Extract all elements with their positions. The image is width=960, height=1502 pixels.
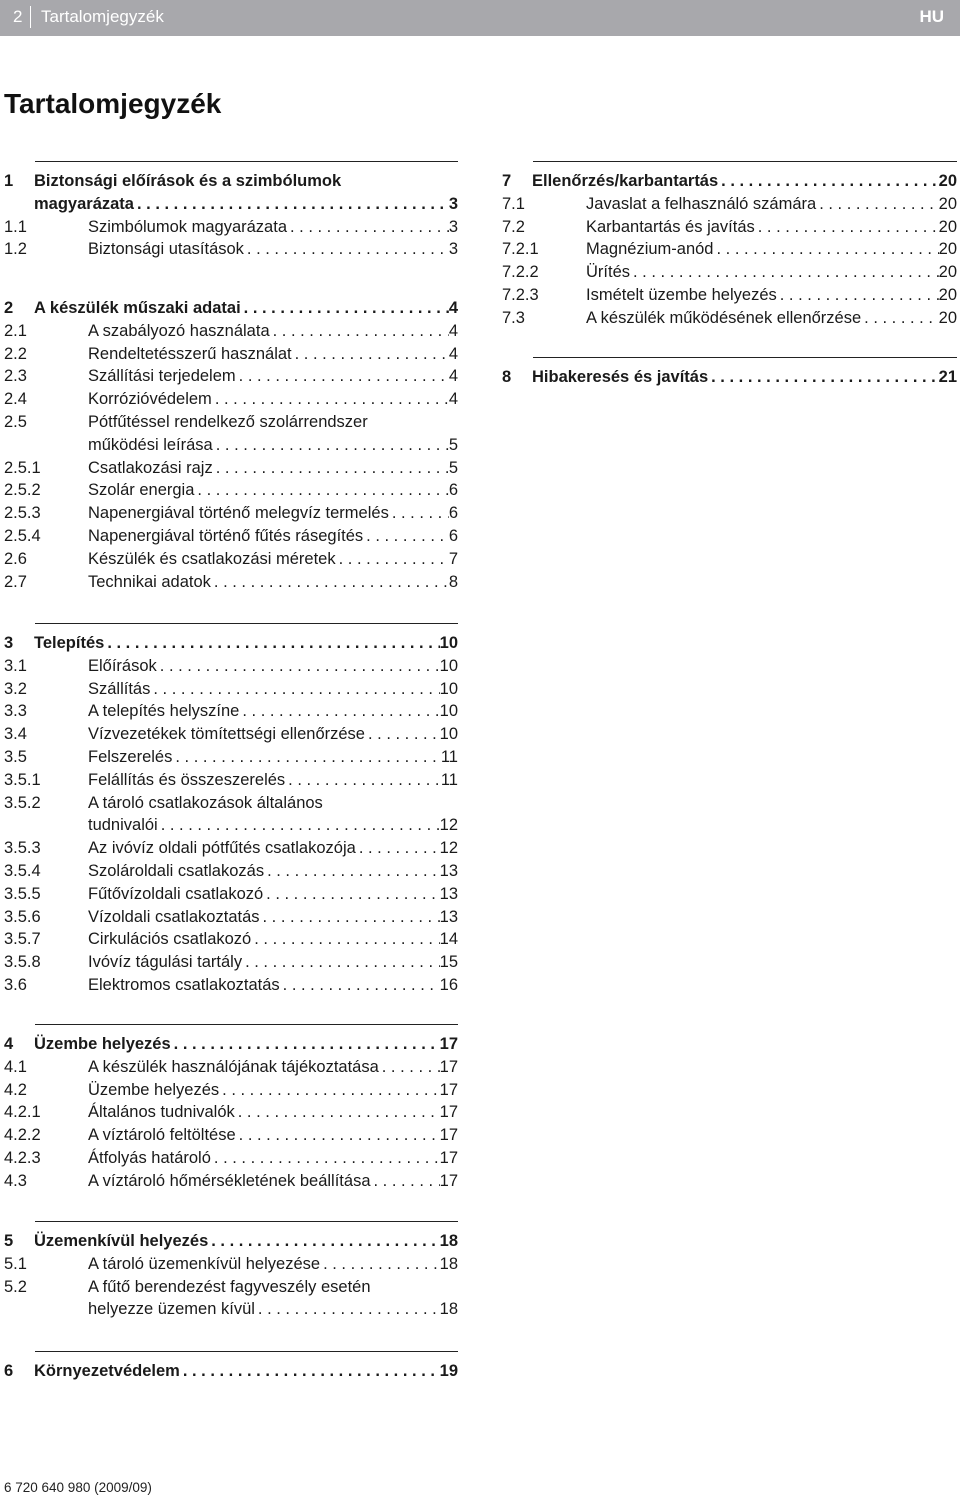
section-rule (533, 161, 957, 162)
toc-entry[interactable] (4, 343, 458, 366)
dot-leader (211, 1147, 440, 1170)
dot-leader (242, 951, 440, 974)
toc-page-number: 20 (938, 285, 957, 304)
toc-entry-title: Vízoldali csatlakoztatás (88, 907, 260, 926)
toc-entry-title: helyezze üzemen kívül (88, 1300, 255, 1319)
toc-entry[interactable] (4, 1170, 458, 1193)
toc-page-number: 17 (439, 1035, 458, 1053)
dot-leader (389, 502, 449, 525)
toc-chapter-entry[interactable] (502, 366, 957, 389)
dot-leader (213, 434, 449, 457)
toc-entry-number: 2.5.2 (4, 481, 41, 500)
toc-entry-title: A készülék működésének ellenőrzése (586, 308, 862, 327)
toc-entry-number: 4.2.2 (4, 1126, 41, 1145)
dot-leader (816, 193, 938, 216)
toc-entry[interactable] (4, 1056, 458, 1079)
toc-page-number: 4 (448, 321, 458, 340)
toc-page-number: 16 (439, 975, 458, 994)
toc-entry-number: 2.5 (4, 412, 27, 431)
toc-page-number: 4 (448, 344, 458, 363)
toc-entry[interactable] (4, 320, 458, 343)
toc-chapter-entry[interactable] (4, 1360, 458, 1383)
toc-page-number: 4 (448, 367, 458, 386)
toc-entry-title: Fűtővízoldali csatlakozó (88, 884, 264, 903)
toc-entry-title: Rendeltetésszerű használat (88, 344, 292, 363)
toc-section-8 (502, 357, 957, 389)
toc-entry-title: Napenergiával történő fűtés rásegítés (88, 526, 364, 545)
toc-entry-number: 8 (502, 368, 512, 386)
toc-entry-number: 5.2 (4, 1277, 27, 1296)
toc-page-number: 4 (448, 299, 458, 317)
toc-entry-number: 7 (502, 172, 512, 190)
toc-page-number: 12 (439, 839, 458, 858)
toc-page-number: 3 (448, 217, 458, 236)
toc-page-number: 19 (439, 1362, 458, 1380)
toc-entry-title: A telepítés helyszíne (88, 702, 240, 721)
dot-leader (356, 837, 440, 860)
header-section-title: Tartalomjegyzék (41, 7, 164, 26)
dot-leader (239, 700, 439, 723)
toc-entry-title: működési leírása (88, 435, 213, 454)
toc-page-number: 18 (439, 1300, 458, 1319)
toc-entry[interactable] (4, 883, 458, 906)
toc-page-number: 5 (448, 458, 458, 477)
toc-page-number: 12 (439, 816, 458, 835)
dot-leader (255, 1298, 440, 1321)
toc-entry-number: 7.2 (502, 217, 525, 236)
toc-page-number: 15 (439, 953, 458, 972)
dot-leader (157, 655, 440, 678)
toc-entry-title: A tároló üzemenkívül helyezése (88, 1254, 321, 1273)
toc-section-1 (4, 161, 458, 261)
toc-entry-title: Általános tudnivalók (88, 1103, 235, 1122)
toc-entry-number: 4.2.3 (4, 1148, 41, 1167)
toc-entry-title: Biztonsági utasítások (88, 240, 244, 259)
toc-entry-number: 1.2 (4, 240, 27, 259)
toc-entry-title: Magnézium-anód (586, 240, 714, 259)
dot-leader (194, 479, 448, 502)
toc-entry-title: Üzembe helyezés (88, 1080, 220, 1099)
toc-section-4 (4, 1024, 458, 1193)
toc-entry-title: Pótfűtéssel rendelkező szolárrendszer (88, 412, 368, 431)
toc-entry-number: 2.4 (4, 390, 27, 409)
toc-entry-number: 5.1 (4, 1254, 27, 1273)
toc-entry[interactable] (502, 261, 957, 284)
toc-entry-title: Ismételt üzembe helyezés (586, 285, 777, 304)
toc-entry[interactable] (502, 216, 957, 239)
dot-leader (251, 928, 439, 951)
toc-page-number: 14 (439, 930, 458, 949)
toc-entry[interactable] (4, 974, 458, 997)
toc-entry-title: Telepítés (34, 634, 105, 652)
toc-page-number: 18 (439, 1232, 458, 1250)
toc-page-number: 13 (439, 884, 458, 903)
toc-entry[interactable] (4, 1253, 458, 1276)
toc-entry-title: Javaslat a felhasználó számára (586, 194, 817, 213)
toc-entry-number: 2.1 (4, 321, 27, 340)
toc-chapter-entry[interactable] (4, 170, 458, 216)
toc-page-number: 4 (448, 390, 458, 409)
page-number: 2 (13, 7, 23, 26)
toc-entry-title: Üzemenkívül helyezés (34, 1232, 209, 1250)
toc-page-number: 21 (938, 368, 957, 386)
toc-entry[interactable] (4, 1079, 458, 1102)
section-rule (35, 161, 458, 162)
toc-chapter-entry[interactable] (502, 170, 957, 193)
dot-leader (263, 883, 439, 906)
toc-page-number: 3 (448, 240, 458, 259)
toc-entry-title: Környezetvédelem (34, 1362, 180, 1380)
toc-entry[interactable] (4, 678, 458, 701)
toc-entry-title: Ivóvíz tágulási tartály (88, 953, 243, 972)
toc-entry-title: Átfolyás határoló (88, 1148, 211, 1167)
toc-page-number: 10 (439, 634, 458, 652)
dot-leader (714, 238, 939, 261)
toc-entry-number: 1.1 (4, 217, 27, 236)
toc-page-number: 18 (439, 1254, 458, 1273)
toc-entry-number: 5 (4, 1232, 14, 1250)
toc-entry-number: 1 (4, 172, 14, 190)
toc-entry-title: Szállítás (88, 679, 151, 698)
toc-entry[interactable] (4, 365, 458, 388)
dot-leader (379, 1056, 440, 1079)
toc-entry-number: 6 (4, 1362, 14, 1380)
toc-page-number: 20 (938, 240, 957, 259)
toc-entry[interactable] (502, 193, 957, 216)
toc-entry[interactable] (4, 216, 458, 239)
toc-page-number: 11 (440, 747, 458, 766)
toc-entry[interactable] (4, 548, 458, 571)
dot-leader (208, 1230, 439, 1253)
toc-page-number: 17 (439, 1148, 458, 1167)
dot-leader (236, 1124, 440, 1147)
language-code: HU (919, 7, 944, 26)
toc-entry-number: 3.5.6 (4, 907, 41, 926)
dot-leader (134, 193, 449, 216)
toc-entry[interactable] (4, 571, 458, 594)
section-rule (35, 1351, 458, 1352)
toc-entry[interactable] (4, 1124, 458, 1147)
toc-entry-number: 7.2.3 (502, 285, 539, 304)
toc-entry-title: Felállítás és összeszerelés (88, 770, 286, 789)
dot-leader (264, 860, 440, 883)
toc-entry-number: 2.5.4 (4, 526, 41, 545)
toc-entry-number: 4.1 (4, 1057, 27, 1076)
toc-entry[interactable] (502, 307, 957, 330)
toc-entry[interactable] (4, 1147, 458, 1170)
toc-section-6 (4, 1351, 458, 1383)
dot-leader (755, 216, 939, 239)
section-rule (35, 1024, 458, 1025)
toc-entry-number: 2.6 (4, 549, 27, 568)
toc-page-number: 7 (448, 549, 458, 568)
toc-page-number: 20 (938, 263, 957, 282)
toc-entry-number: 4.2.1 (4, 1103, 41, 1122)
toc-entry-number: 7.2.1 (502, 240, 539, 259)
toc-entry[interactable] (4, 502, 458, 525)
toc-page-number: 17 (439, 1057, 458, 1076)
toc-entry-number: 7.2.2 (502, 263, 539, 282)
toc-entry[interactable] (4, 837, 458, 860)
toc-entry[interactable] (4, 655, 458, 678)
toc-entry-title: Cirkulációs csatlakozó (88, 930, 252, 949)
dot-leader (235, 1101, 440, 1124)
dot-leader (285, 769, 441, 792)
toc-page-number: 6 (448, 504, 458, 523)
toc-page-number: 17 (439, 1080, 458, 1099)
toc-entry-title: Hibakeresés és javítás (532, 368, 709, 386)
toc-entry-number: 2 (4, 299, 14, 317)
toc-entry[interactable] (4, 700, 458, 723)
toc-entry-number: 7.3 (502, 308, 525, 327)
toc-entry[interactable] (4, 906, 458, 929)
toc-entry-title: A fűtő berendezést fagyveszély esetén (88, 1277, 371, 1296)
toc-entry-title: A készülék használójának tájékoztatása (88, 1057, 379, 1076)
toc-entry-number: 4.3 (4, 1171, 27, 1190)
toc-entry[interactable] (4, 479, 458, 502)
toc-entry-number: 3 (4, 634, 14, 652)
toc-entry[interactable] (4, 525, 458, 548)
toc-entry[interactable] (4, 769, 458, 792)
toc-entry-title: A víztároló feltöltése (88, 1126, 236, 1145)
dot-leader (336, 548, 449, 571)
dot-leader (280, 974, 440, 997)
toc-page-number: 10 (439, 656, 458, 675)
dot-leader (777, 284, 939, 307)
toc-entry[interactable] (4, 723, 458, 746)
toc-entry-title: Felszerelés (88, 747, 173, 766)
page-title: Tartalomjegyzék (4, 88, 222, 119)
toc-entry-title: Vízvezetékek tömítettségi ellenőrzése (88, 725, 365, 744)
toc-chapter-entry[interactable] (4, 1033, 458, 1056)
header-divider (30, 6, 31, 28)
toc-page-number: 17 (439, 1171, 458, 1190)
toc-entry-title: tudnivalói (88, 816, 158, 835)
toc-page-number: 20 (938, 217, 957, 236)
toc-entry-number: 3.5.3 (4, 839, 41, 858)
toc-entry-title: Korrózióvédelem (88, 390, 212, 409)
dot-leader (241, 297, 449, 320)
toc-entry-title: A tároló csatlakozások általános (88, 793, 323, 812)
toc-page-number: 17 (439, 1126, 458, 1145)
toc-entry-title: Szimbólumok magyarázata (88, 217, 287, 236)
section-rule (533, 357, 957, 358)
dot-leader (718, 170, 938, 193)
toc-section-3 (4, 623, 458, 997)
toc-entry[interactable] (4, 238, 458, 261)
toc-page-number: 17 (439, 1103, 458, 1122)
toc-entry-title: Elektromos csatlakoztatás (88, 975, 280, 994)
toc-entry-number: 3.2 (4, 679, 27, 698)
toc-entry-number: 2.2 (4, 344, 27, 363)
toc-entry-number: 3.6 (4, 975, 27, 994)
toc-entry-number: 7.1 (502, 194, 525, 213)
toc-entry-title: A szabályozó használata (88, 321, 270, 340)
dot-leader (260, 906, 440, 929)
document-code: 6 720 640 980 (2009/09) (4, 1480, 152, 1495)
toc-page-number: 20 (938, 194, 957, 213)
toc-page-number: 13 (439, 861, 458, 880)
dot-leader (320, 1253, 440, 1276)
dot-leader (219, 1079, 439, 1102)
toc-page-number: 6 (448, 526, 458, 545)
dot-leader (172, 746, 440, 769)
toc-entry-title: Az ivóvíz oldali pótfűtés csatlakozója (88, 839, 356, 858)
dot-leader (363, 525, 449, 548)
toc-page-number: 11 (440, 770, 458, 789)
toc-page-number: 20 (938, 308, 957, 327)
toc-entry-title: Készülék és csatlakozási méretek (88, 549, 336, 568)
toc-entry-number: 3.5.7 (4, 930, 41, 949)
toc-entry[interactable] (4, 457, 458, 480)
toc-entry-number: 3.5.8 (4, 953, 41, 972)
toc-chapter-entry[interactable] (4, 297, 458, 320)
dot-leader (104, 632, 439, 655)
toc-entry-title: Előírások (88, 656, 157, 675)
toc-page-number: 10 (439, 679, 458, 698)
toc-entry-number: 3.3 (4, 702, 27, 721)
toc-entry-title: Napenergiával történő melegvíz termelés (88, 504, 389, 523)
section-rule (35, 623, 458, 624)
toc-page-number: 13 (439, 907, 458, 926)
toc-page-number: 6 (448, 481, 458, 500)
dot-leader (371, 1170, 440, 1193)
toc-entry[interactable] (502, 284, 957, 307)
dot-leader (365, 723, 440, 746)
toc-entry-title: Technikai adatok (88, 572, 211, 591)
dot-leader (211, 571, 449, 594)
toc-entry-number: 3.5.2 (4, 793, 41, 812)
toc-section-5 (4, 1221, 458, 1321)
toc-page-number: 8 (448, 572, 458, 591)
dot-leader (180, 1360, 440, 1383)
toc-entry-title: Szolár energia (88, 481, 195, 500)
dot-leader (292, 343, 449, 366)
dot-leader (708, 366, 939, 389)
toc-entry-number: 2.3 (4, 367, 27, 386)
dot-leader (171, 1033, 440, 1056)
toc-chapter-entry[interactable] (4, 632, 458, 655)
dot-leader (861, 307, 938, 330)
toc-entry-number: 4.2 (4, 1080, 27, 1099)
toc-entry-title: Ürítés (586, 263, 631, 282)
toc-entry[interactable] (4, 411, 458, 457)
toc-entry[interactable] (4, 928, 458, 951)
toc-page-number: 20 (938, 172, 957, 190)
dot-leader (212, 388, 449, 411)
toc-entry-title: A víztároló hőmérsékletének beállítása (88, 1171, 371, 1190)
section-rule (35, 1221, 458, 1222)
toc-page-number: 10 (439, 725, 458, 744)
page-header-bar (0, 0, 960, 36)
toc-entry-number: 3.4 (4, 725, 27, 744)
dot-leader (236, 365, 449, 388)
toc-entry[interactable] (502, 238, 957, 261)
toc-entry-number: 4 (4, 1035, 14, 1053)
toc-entry-title: Üzembe helyezés (34, 1035, 171, 1053)
toc-entry-number: 3.5.1 (4, 770, 41, 789)
toc-chapter-entry[interactable] (4, 1230, 458, 1253)
toc-entry-number: 2.5.3 (4, 504, 41, 523)
toc-entry-title: Szolároldali csatlakozás (88, 861, 265, 880)
toc-entry[interactable] (4, 1276, 458, 1322)
dot-leader (150, 678, 439, 701)
toc-entry[interactable] (4, 1101, 458, 1124)
toc-section-2 (4, 297, 458, 593)
toc-page-number: 5 (448, 435, 458, 454)
dot-leader (213, 457, 449, 480)
toc-entry-title: magyarázata (34, 194, 134, 213)
toc-page-number: 3 (448, 194, 458, 213)
toc-entry-title: A készülék műszaki adatai (34, 299, 241, 317)
toc-section-7 (502, 161, 957, 330)
toc-entry-number: 3.5.4 (4, 861, 41, 880)
dot-leader (270, 320, 449, 343)
toc-entry[interactable] (4, 951, 458, 974)
toc-entry-title: Biztonsági előírások és a szimbólumok (34, 172, 342, 190)
toc-entry-number: 2.7 (4, 572, 27, 591)
toc-entry-title: Karbantartás és javítás (586, 217, 755, 236)
toc-entry[interactable] (4, 388, 458, 411)
toc-entry-number: 3.1 (4, 656, 27, 675)
toc-entry-number: 3.5 (4, 747, 27, 766)
toc-entry-title: Ellenőrzés/karbantartás (532, 172, 719, 190)
toc-entry[interactable] (4, 792, 458, 838)
toc-entry-number: 3.5.5 (4, 884, 41, 903)
toc-entry-number: 2.5.1 (4, 458, 41, 477)
toc-entry-title: Csatlakozási rajz (88, 458, 213, 477)
dot-leader (158, 814, 440, 837)
toc-entry[interactable] (4, 746, 458, 769)
dot-leader (244, 238, 449, 261)
toc-page-number: 10 (439, 702, 458, 721)
dot-leader (630, 261, 939, 284)
toc-entry[interactable] (4, 860, 458, 883)
toc-entry-title: Szállítási terjedelem (88, 367, 236, 386)
dot-leader (287, 216, 449, 239)
